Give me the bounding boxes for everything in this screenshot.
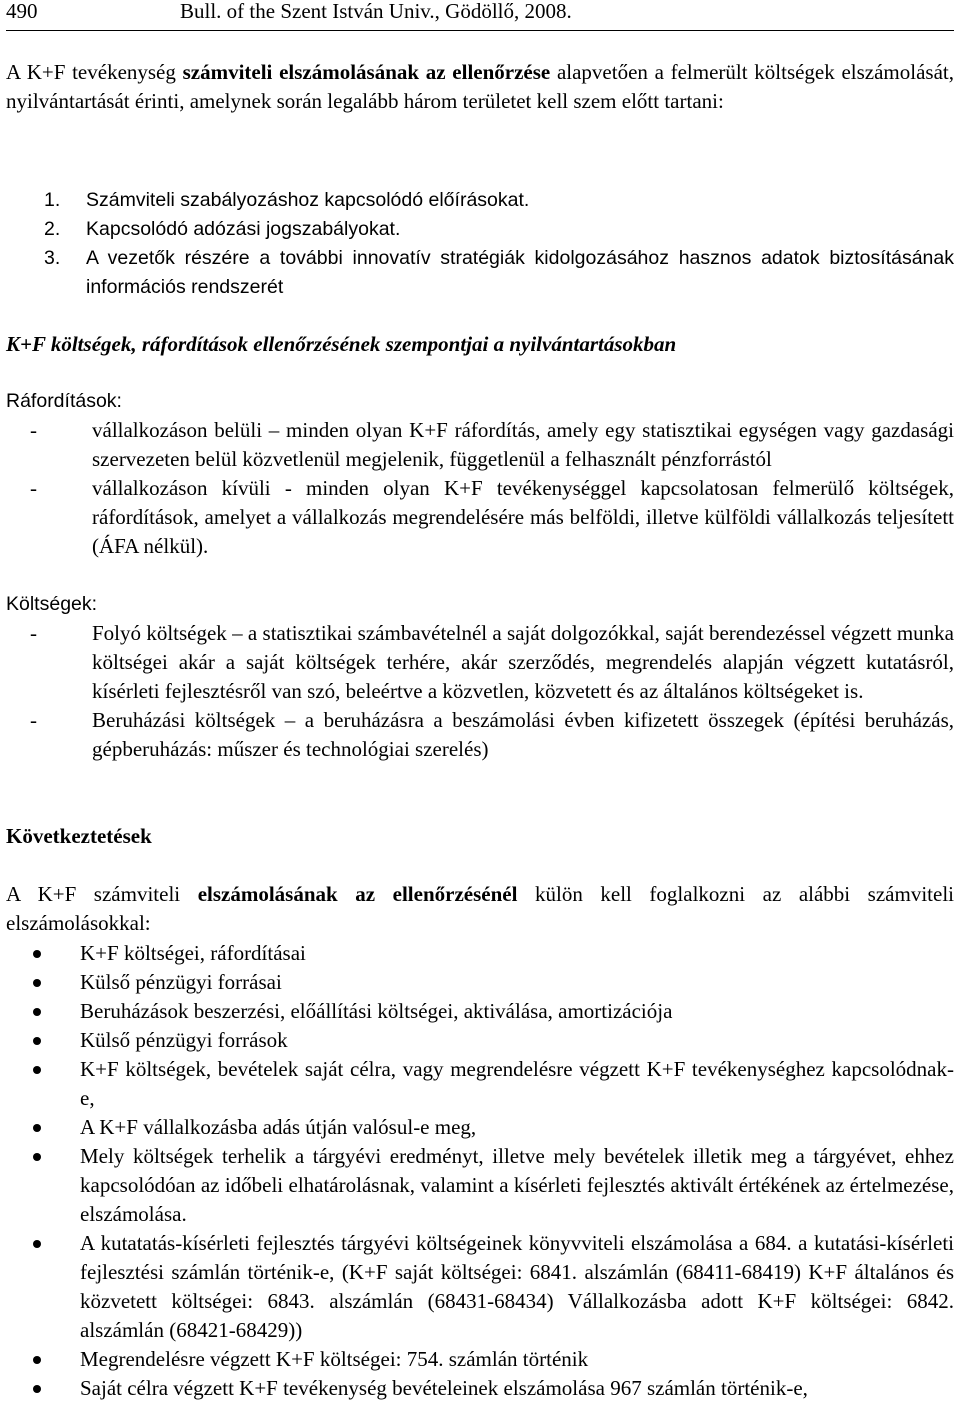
bullet-item — [30, 1055, 954, 1113]
bullet-text: A K+F vállalkozásba adás útján valósul-e meg, — [80, 1115, 477, 1139]
conclusions-paragraph — [6, 880, 954, 938]
list-item-text: vállalkozáson belüli – minden olyan K+F ráfordítás, amely egy statisztikai egységen vagy gazdasági szervezeten belül közvetlenül megjelenik, függetlenül a felhasznált pénzforrástól — [92, 418, 954, 471]
bullet-item — [30, 1026, 954, 1055]
intro-paragraph — [6, 58, 954, 116]
bullet-icon — [33, 1240, 41, 1248]
dash-marker: - — [30, 708, 37, 732]
conclusions-text-1: A K+F számviteli — [6, 882, 198, 906]
list-item — [30, 416, 954, 474]
bullet-text: K+F költségek, bevételek saját célra, vagy megrendelésre végzett K+F tevékenységhez kapcsolódnak-e, — [80, 1057, 954, 1110]
bullet-icon — [33, 1124, 41, 1132]
bullet-icon — [33, 1066, 41, 1074]
list-item-text: Beruházási költségek – a beruházásra a beszámolási évben kifizetett összegek (építési beruházás, gépberuházás: műszer és technológiai szerelés) — [92, 708, 954, 761]
journal-title: Bull. of the Szent István Univ., Gödöllő, 2008. — [180, 0, 572, 23]
list-item-text: vállalkozáson kívüli - minden olyan K+F tevékenységgel kapcsolatosan felmerülő költségek, ráfordítások, amelyet a vállalkozás megrendelésére más belföldi, illetve külföldi vállalkozás teljesített (ÁFA nélkül). — [92, 476, 954, 558]
raforditasok-list — [30, 416, 954, 561]
section-subheading: K+F költségek, ráfordítások ellenőrzésének szempontjai a nyilvántartásokban — [6, 332, 677, 356]
bullet-text: Külső pénzügyi források — [80, 1028, 288, 1052]
bullet-icon — [33, 1385, 41, 1393]
dash-marker: - — [30, 418, 37, 442]
bullet-item — [30, 939, 954, 968]
conclusions-heading: Következtetések — [6, 824, 152, 848]
intro-text-1: A K+F tevékenység — [6, 60, 183, 84]
conclusions-text-2: külön kell foglalkozni az alábbi számviteli elszámolásokkal: — [6, 882, 954, 935]
intro-bold: számviteli elszámolásának az ellenőrzése — [182, 60, 551, 84]
bullet-item — [30, 1345, 954, 1374]
bullet-item — [30, 997, 954, 1026]
bullet-item — [30, 968, 954, 997]
bullet-text: A kutatatás-kísérleti fejlesztés tárgyévi költségeinek könyvviteli elszámolása a 684. a kutatási-kísérleti fejlesztési számlán történik-e, (K+F saját költségei: 6841. alszámlán (68411-68419) K+F általános és közvetett költségei: 6843. alszámlán (68431-68434) Vállalkozásba adott K+F költségei: 6842. alszámlán (68421-68429)) — [80, 1231, 954, 1342]
dash-marker: - — [30, 621, 37, 645]
list-item-text: Számviteli szabályozáshoz kapcsolódó előírásokat. — [86, 189, 530, 211]
raforditasok-label: Ráfordítások: — [6, 390, 122, 412]
bullet-icon — [33, 979, 41, 987]
list-item — [30, 474, 954, 561]
numbered-list — [44, 186, 954, 302]
intro-text-2: alapvetően a felmerült költségek elszámolását, nyilvántartását érinti, amelynek során legalább három területet kell szem előtt tartani: — [6, 60, 954, 113]
list-item — [44, 215, 954, 244]
running-header — [6, 0, 954, 31]
bullet-item — [30, 1374, 954, 1403]
bullet-icon — [33, 1008, 41, 1016]
bullet-text: Külső pénzügyi forrásai — [80, 970, 282, 994]
list-number: 2. — [44, 218, 61, 240]
list-item — [30, 706, 954, 764]
list-item-text: Folyó költségek – a statisztikai számbavételnél a saját dolgozókkal, saját berendezéssel végzett munka költségei akár a saját költségek terhére, akár szerződés, megrendelés alapján végzett kutatásról, kísérleti fejlesztésről van szó, beleértve a közvetlen, közvetett és az általános költségeket is. — [92, 621, 954, 703]
bullet-icon — [33, 950, 41, 958]
koltsegek-list — [30, 619, 954, 764]
page-number: 490 — [6, 0, 38, 23]
dash-marker: - — [30, 476, 37, 500]
list-number: 1. — [44, 189, 61, 211]
list-item-text: A vezetők részére a további innovatív stratégiák kidolgozásához hasznos adatok biztosításának információs rendszerét — [86, 247, 954, 298]
bullet-item — [30, 1229, 954, 1345]
bullet-icon — [33, 1153, 41, 1161]
bullet-item — [30, 1113, 954, 1142]
bullet-icon — [33, 1037, 41, 1045]
bullet-item — [30, 1142, 954, 1229]
conclusions-bold: elszámolásának az ellenőrzésénél — [197, 882, 518, 906]
list-item — [44, 244, 954, 302]
koltsegek-label: Költségek: — [6, 593, 98, 615]
list-number: 3. — [44, 247, 61, 269]
conclusions-bullet-list — [30, 939, 954, 1403]
bullet-icon — [33, 1356, 41, 1364]
bullet-text: Megrendelésre végzett K+F költségei: 754. számlán történik — [80, 1347, 589, 1371]
list-item — [44, 186, 954, 215]
list-item-text: Kapcsolódó adózási jogszabályokat. — [86, 218, 401, 240]
bullet-text: K+F költségei, ráfordításai — [80, 941, 306, 965]
bullet-text: Saját célra végzett K+F tevékenység bevételeinek elszámolása 967 számlán történik-e, — [80, 1376, 808, 1400]
bullet-text: Beruházások beszerzési, előállítási költségei, aktiválása, amortizációja — [80, 999, 673, 1023]
bullet-text: Mely költségek terhelik a tárgyévi eredményt, illetve mely bevételek illetik meg a tárgyévet, ehhez kapcsolódóan az időbeli elhatárolásnak, valamint a kísérleti fejlesztés aktivált értékének az értelmezése, elszámolása. — [80, 1144, 954, 1226]
list-item — [30, 619, 954, 706]
